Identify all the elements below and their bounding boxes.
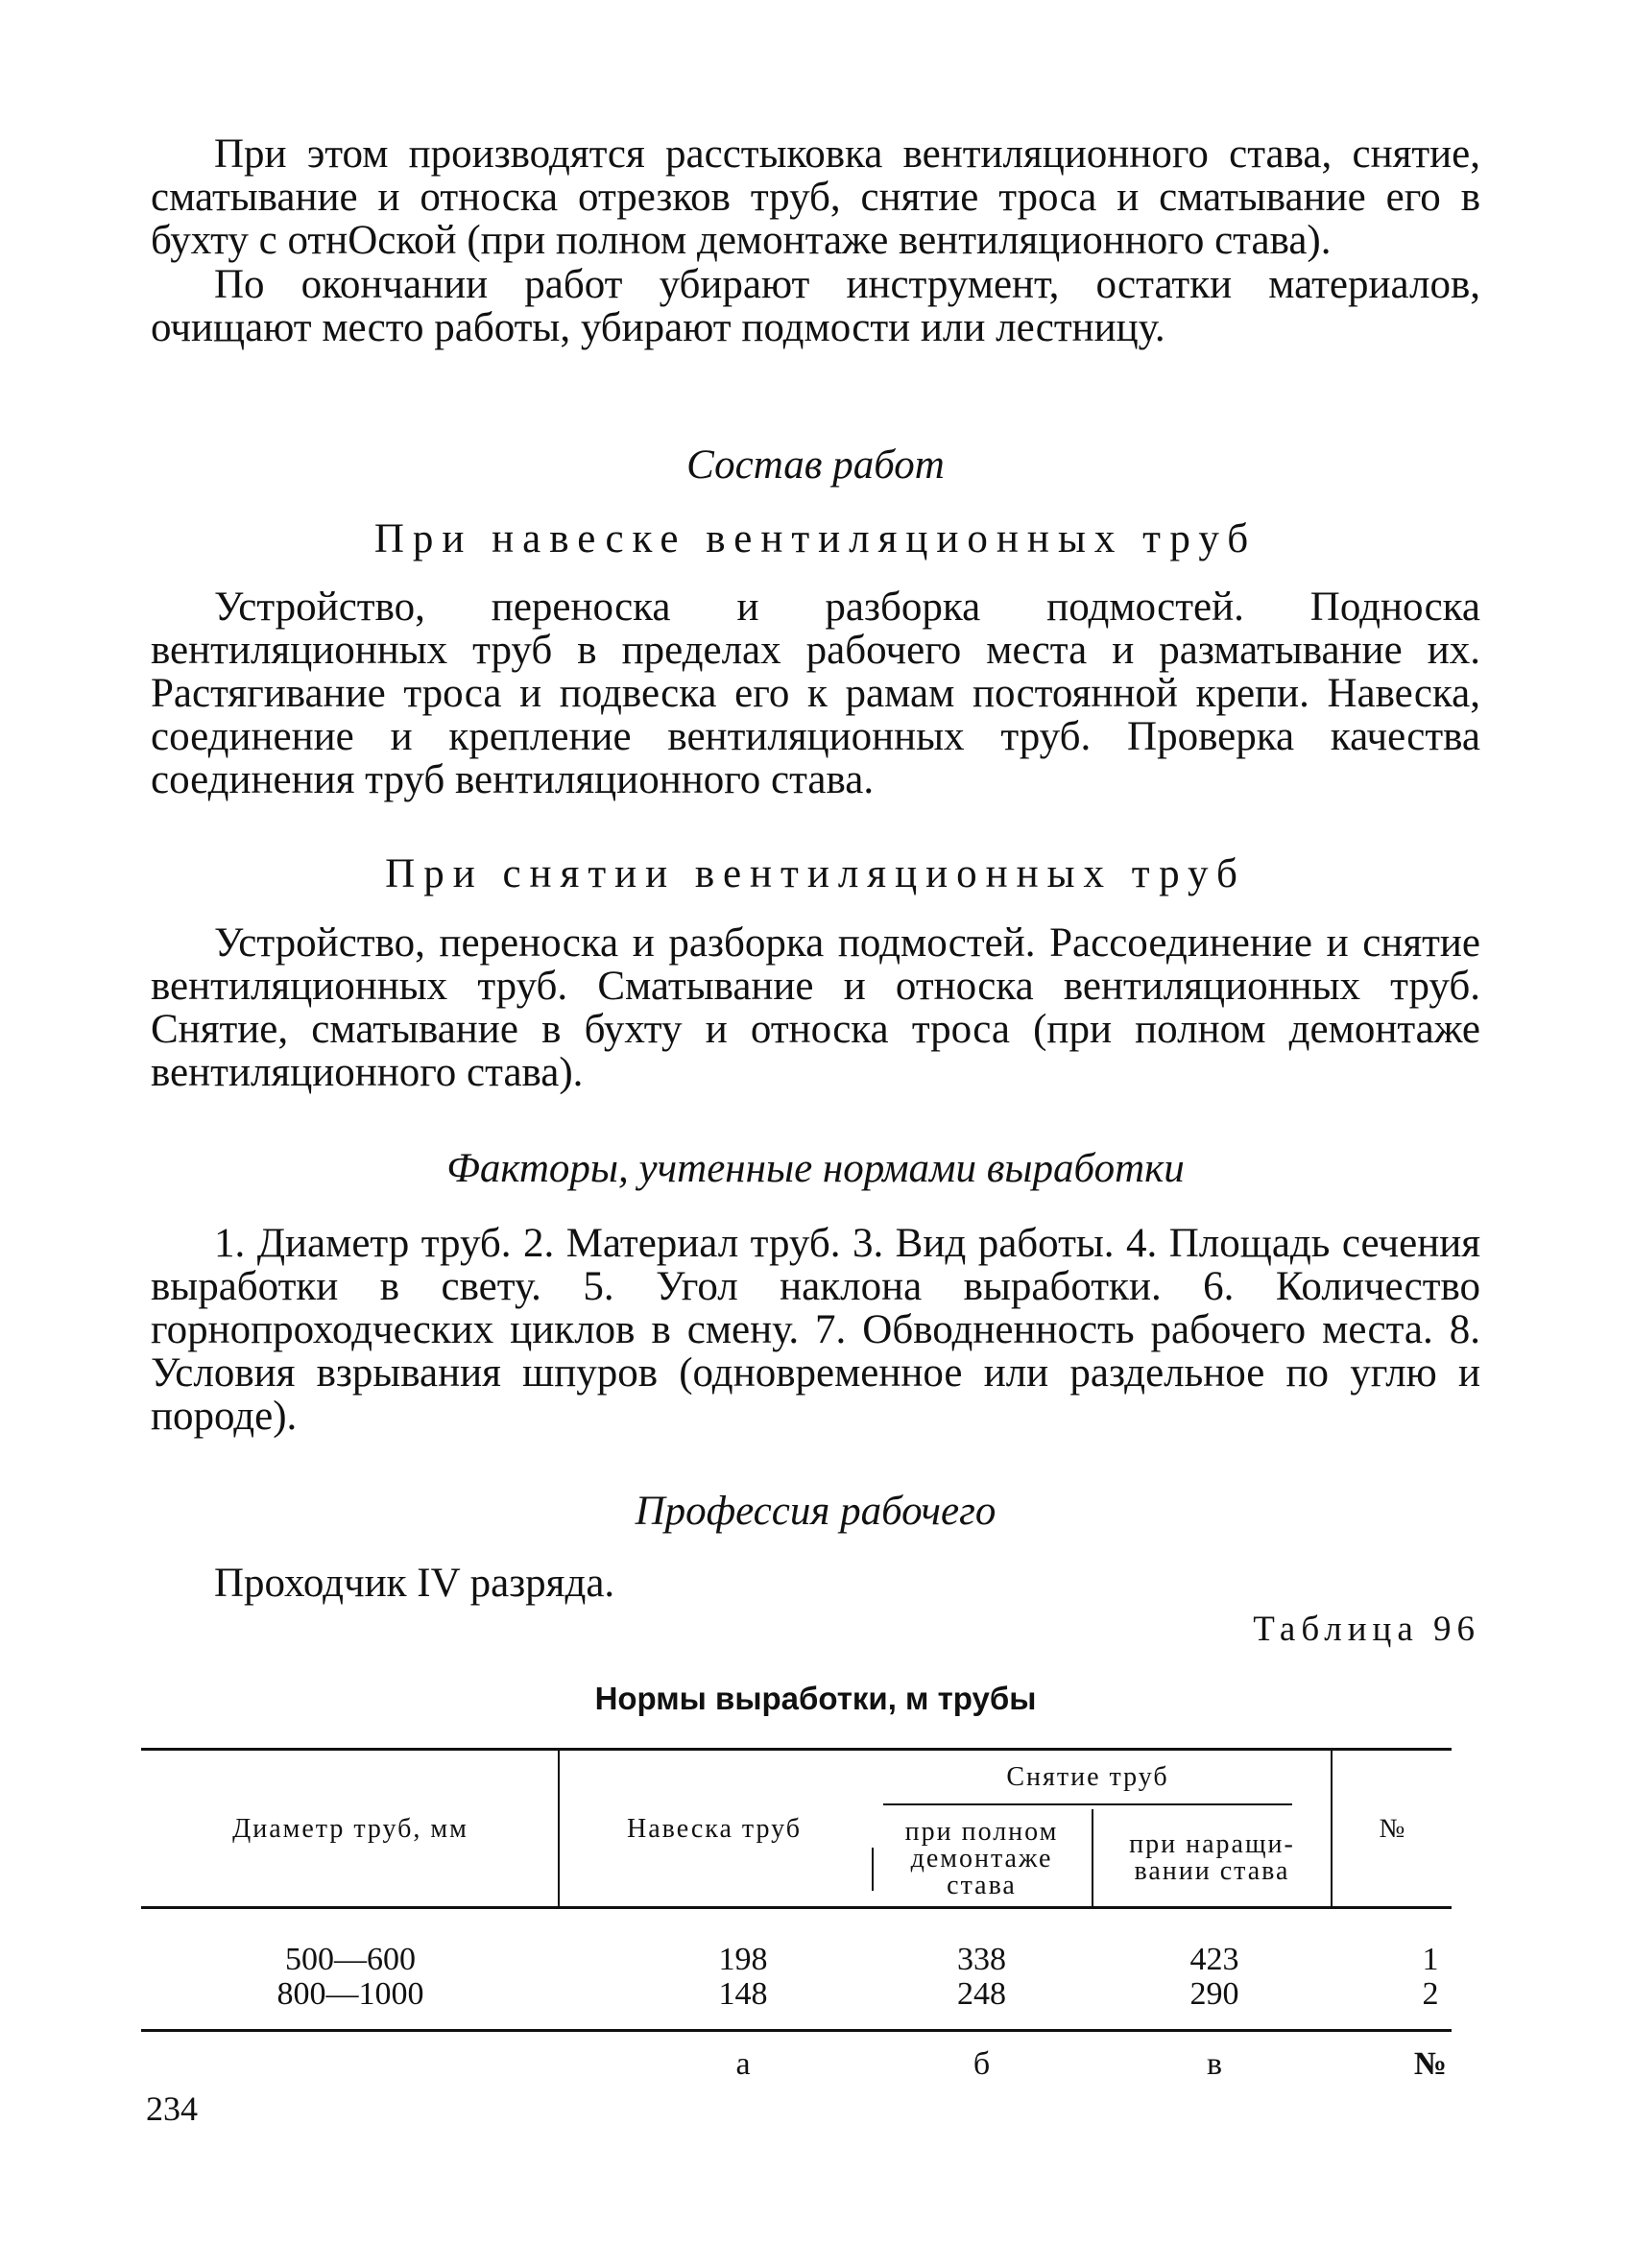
table-bottom-rule: [141, 2029, 1452, 2032]
header-full-dismantle: при полном демонтаже става: [904, 1817, 1059, 1900]
page-number: 234: [146, 2089, 198, 2128]
subheading-hanging: При навеске вентиляционных труб: [373, 516, 1258, 561]
header-extension: при наращи- вании става: [1129, 1829, 1295, 1886]
header-removal: Снятие труб: [1006, 1762, 1169, 1792]
paragraph-hanging: Устройство, переноска и разборка подмостей. Подноска вентиляционных труб в пределах рабочего места и разматывание их. Растягивание троса и подвеска его к рамам постоянной крепи. Навеска, соединение и крепление вентиляционных труб. Проверка качества соединения труб вентиляционного става.: [151, 585, 1480, 802]
table-col-divider: [1092, 1809, 1093, 1906]
header-diameter: Диаметр труб, мм: [232, 1814, 468, 1844]
table-top-rule: [141, 1748, 1452, 1751]
hanging-text: [151, 585, 1480, 801]
table-col-divider: [1331, 1751, 1333, 1906]
heading-composition: Состав работ: [686, 442, 945, 488]
paragraph-profession: Проходчик IV разряда.: [214, 1561, 615, 1606]
book-page: При этом производятся расстыковка вентиляционного става, снятие, сматывание и относка отрезков труб, снятие троса и сматывание его в бухту с отнОской (при полном демонтаже вентиляционного става). По окончании работ убирают инструмент, остатки материалов, очищают место работы, убирают подмости или лестницу. Состав работ При навеске вентиляционных труб Устройство, переноска и разборка подмостей. Подноска вентиляционных труб в пределах рабочего места и разматывание их. Растягивание троса и подвеска его к рамам постоянной крепи. Навеска, соединение и крепление вентиляционных труб. Проверка качества соединения труб вентиляционного става. При снятии вентиляционных труб Устройство, переноска и разборка подмостей. Рассоединение и снятие вентиляционных труб. Сматывание и относка вентиляционных труб. Снятие, сматывание в бухту и относка троса (при полном демонтаже вентиляционного става). Факторы, учтенные нормами выработки 1. Диаметр труб. 2. Материал труб. 3. Вид работы. 4. Площадь сечения выработки в свету. 5. Угол наклона выработки. 6. Количество горнопроходческих циклов в смену. 7. Обводненность рабочего места. 8. Условия взрывания шпуров (одновременное или раздельное по углю и породе). Профессия рабочего Проходчик IV разряда. Таблица 96 Нормы выработки, м трубы Диаметр труб, мм Навеска труб Снятие труб при полном демонтаже става при наращи- вании става № 500—600 198 338 423 1 800—1000 148 248 290 2 а б в № 234: [0, 0, 1633, 2268]
paragraph-cleanup: По окончании работ убирают инструмент, остатки материалов, очищают место работы, убирают подмости или лестницу.: [151, 262, 1480, 350]
header-hanging: Навеска труб: [627, 1814, 802, 1844]
table-header-rule: [141, 1906, 1452, 1909]
subheading-removal: При снятии вентиляционных труб: [385, 851, 1246, 896]
table-col-divider: [558, 1751, 560, 1906]
heading-profession: Профессия рабочего: [635, 1489, 997, 1534]
table-title: Нормы выработки, м трубы: [594, 1681, 1037, 1716]
removal-text: [151, 921, 1480, 1094]
heading-factors: Факторы, учтенные нормами выработки: [446, 1146, 1185, 1191]
paragraph-dismantling: При этом производятся расстыковка вентиляционного става, снятие, сматывание и относка отрезков труб, снятие троса и сматывание его в бухту с отнОской (при полном демонтаже вентиляционного става).: [151, 131, 1480, 263]
intro-text: [151, 132, 1480, 349]
removal-header-rule: [883, 1803, 1292, 1805]
paragraph-factors: 1. Диаметр труб. 2. Материал труб. 3. Вид работы. 4. Площадь сечения выработки в свету. 5. Угол наклона выработки. 6. Количество горнопроходческих циклов в смену. 7. Обводненность рабочего места. 8. Условия взрывания шпуров (одновременное или раздельное по углю и породе).: [151, 1221, 1480, 1439]
header-number: №: [1379, 1814, 1407, 1844]
factors-text: [151, 1222, 1480, 1438]
table-caption: Таблица 96: [1253, 1610, 1480, 1649]
paragraph-removal: Устройство, переноска и разборка подмостей. Рассоединение и снятие вентиляционных труб. Сматывание и относка вентиляционных труб. Снятие, сматывание в бухту и относка троса (при полном демонтаже вентиляционного става).: [151, 920, 1480, 1095]
profession-text: [151, 1562, 1480, 1605]
